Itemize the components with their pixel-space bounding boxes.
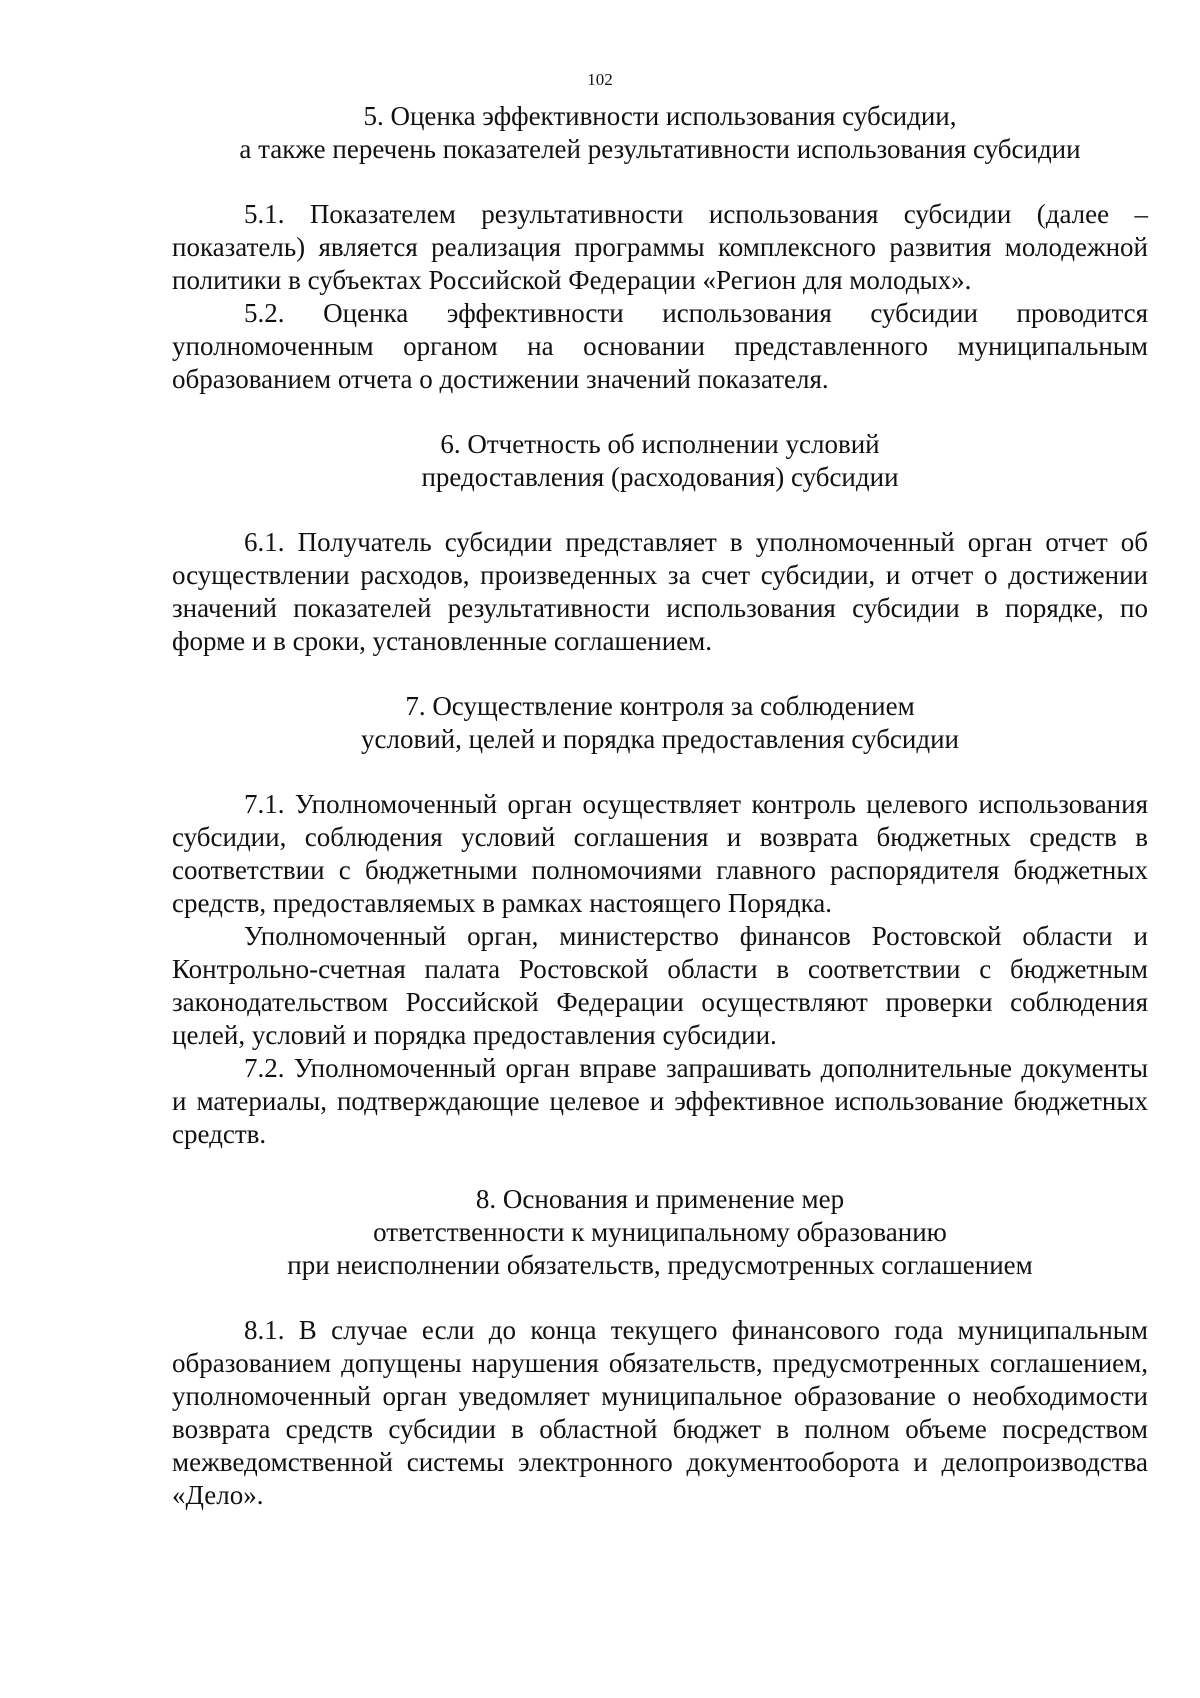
heading-line: предоставления (расходования) субсидии (421, 462, 899, 492)
heading-line: условий, целей и порядка предоставления субсидии (360, 724, 960, 754)
document-body (172, 100, 1148, 1512)
heading-line: а также перечень показателей результативности использования субсидии (239, 134, 1081, 164)
paragraph-6-1: 6.1. Получатель субсидии представляет в уполномоченный орган отчет об осуществлении расходов, произведенных за счет субсидии, и отчет о достижении значений показателей результативности использования субсидии в порядке, по форме и в сроки, установленные соглашением. (172, 527, 1148, 656)
paragraph-5-2: 5.2. Оценка эффективности использования субсидии проводится уполномоченным органом на основании представленного муниципальным образованием отчета о достижении значений показателя. (172, 298, 1148, 394)
paragraph-8-1: 8.1. В случае если до конца текущего финансового года муниципальным образованием допущены нарушения обязательств, предусмотренных соглашением, уполномоченный орган уведомляет муниципальное образование о необходимости возврата средств субсидии в областной бюджет в полном объеме посредством межведомственной системы электронного документооборота и делопроизводства «Дело». (172, 1315, 1148, 1510)
section-7-heading (172, 690, 1148, 756)
heading-line: ответственности к муниципальному образованию (373, 1217, 947, 1247)
paragraph-7-1: 7.1. Уполномоченный орган осуществляет контроль целевого использования субсидии, соблюдения условий соглашения и возврата бюджетных средств в соответствии с бюджетными полномочиями главного распорядителя бюджетных средств, предоставляемых в рамках настоящего Порядка. (172, 789, 1148, 918)
section-6-heading (172, 428, 1148, 494)
section-8-heading (172, 1183, 1148, 1282)
paragraph-5-1: 5.1. Показателем результативности использования субсидии (далее – показатель) является реализация программы комплексного развития молодежной политики в субъектах Российской Федерации «Регион для молодых». (172, 199, 1148, 295)
heading-line: 7. Осуществление контроля за соблюдением (405, 691, 915, 721)
paragraph-7-1-continued: Уполномоченный орган, министерство финансов Ростовской области и Контрольно-счетная палата Ростовской области в соответствии с бюджетным законодательством Российской Федерации осуществляют проверки соблюдения целей, условий и порядка предоставления субсидии. (172, 921, 1148, 1050)
page-number: 102 (587, 70, 613, 89)
heading-line: 6. Отчетность об исполнении условий (440, 429, 880, 459)
heading-line: 8. Основания и применение мер (475, 1184, 845, 1214)
heading-line: при неисполнении обязательств, предусмотренных соглашением (287, 1250, 1033, 1280)
heading-line: 5. Оценка эффективности использования субсидии, (363, 101, 957, 131)
paragraph-7-2: 7.2. Уполномоченный орган вправе запрашивать дополнительные документы и материалы, подтверждающие целевое и эффективное использование бюджетных средств. (172, 1053, 1148, 1149)
section-5-heading (172, 100, 1148, 166)
